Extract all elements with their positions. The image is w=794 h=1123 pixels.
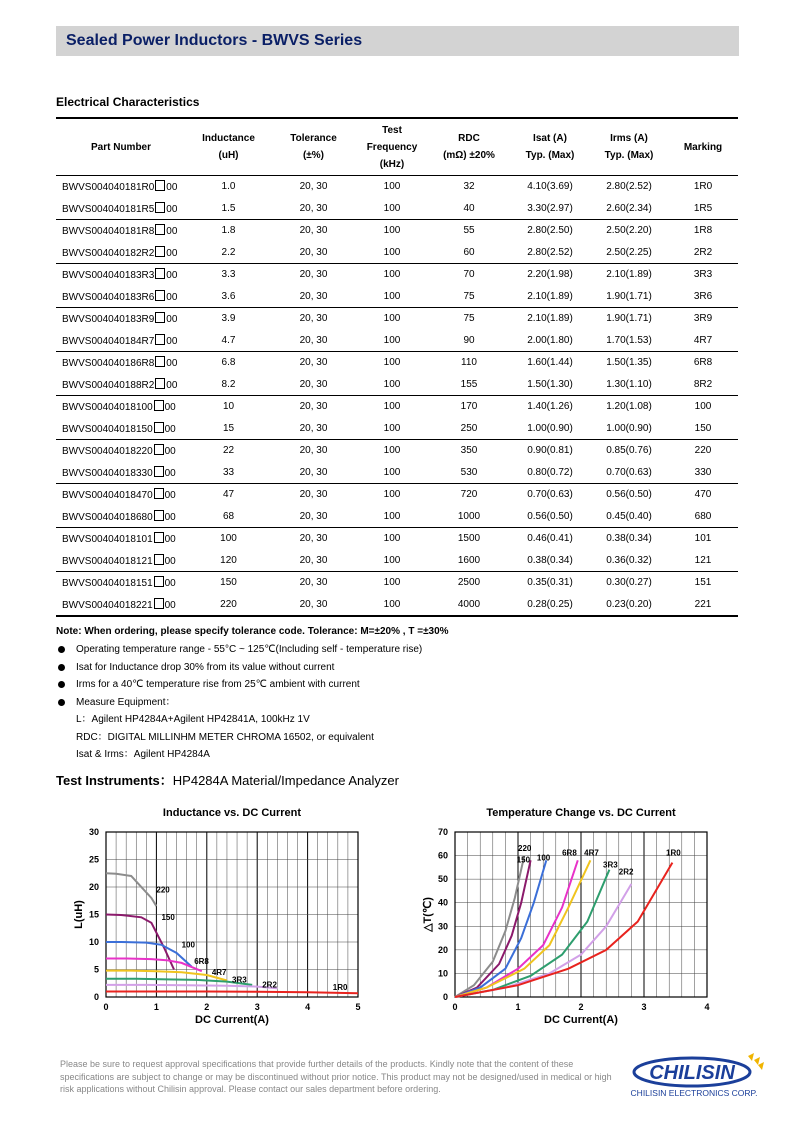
column-header: Irms (A) Typ. (Max) [590, 118, 668, 176]
y-tick-label: 0 [93, 992, 99, 1002]
x-axis-label: DC Current(A) [544, 1014, 618, 1026]
table-cell: 0.80(0.72) [510, 462, 590, 484]
y-tick-label: 15 [88, 909, 99, 920]
table-cell: 1.60(1.44) [527, 357, 573, 369]
column-header: Marking [668, 118, 738, 176]
tolerance-code-box [154, 554, 164, 565]
part-number-cell: BWVS00404018220 00 [62, 446, 176, 458]
table-cell: 0.30(0.27) [606, 577, 652, 589]
part-number-cell: BWVS004040183R6 00 [56, 286, 186, 308]
table-row [56, 462, 738, 484]
table-row [56, 528, 738, 550]
table-cell: 100 [694, 401, 712, 413]
table-cell: 2.50(2.25) [590, 242, 668, 264]
table-cell: 1.90(1.71) [590, 286, 668, 308]
table-cell: 2.2 [186, 242, 271, 264]
tolerance-code-box [155, 356, 165, 367]
series-label: 2R2 [618, 867, 634, 877]
series-line-220 [106, 873, 156, 906]
section-title: Electrical Characteristics [56, 95, 200, 109]
y-tick-label: 10 [437, 968, 448, 979]
table-cell: 155 [428, 374, 510, 396]
svg-text:CHILISIN: CHILISIN [649, 1062, 735, 1084]
table-cell: 2.80(2.50) [527, 225, 573, 237]
table-cell: 2.10(1.89) [606, 269, 652, 281]
table-cell: 0.70(0.63) [527, 489, 573, 501]
table-cell: 75 [428, 286, 510, 308]
bullet-dot-icon [58, 664, 65, 671]
table-cell: 0.90(0.81) [527, 445, 573, 457]
table-cell: 20, 30 [299, 357, 328, 369]
part-number-cell: BWVS004040183R3 00 [62, 270, 178, 282]
y-tick-label: 50 [437, 874, 448, 885]
part-number-cell: BWVS00404018680 00 [56, 506, 186, 528]
tolerance-code-box [155, 312, 165, 323]
column-header: Inductance (uH) [186, 118, 271, 176]
y-tick-label: 5 [93, 964, 99, 975]
table-cell: 350 [460, 445, 478, 457]
table-cell: 221 [668, 594, 738, 617]
table-cell: 1.5 [186, 198, 271, 220]
bullet-item: Measure Equipment： [56, 694, 422, 712]
series-label: 1R0 [332, 982, 348, 992]
tolerance-code-box [155, 334, 165, 345]
series-label: 100 [181, 940, 195, 950]
table-cell: 3.30(2.97) [510, 198, 590, 220]
column-header: Part Number [56, 118, 186, 176]
bullet-dot-icon [58, 646, 65, 653]
series-label: 150 [516, 855, 531, 865]
table-cell: 1.00(0.90) [590, 418, 668, 440]
table-cell: 6R8 [693, 357, 713, 369]
series-line-1R0 [106, 992, 358, 994]
table-cell: 3.6 [186, 286, 271, 308]
bullet-item: Operating temperature range - 55°C ~ 125℃(Including self - temperature rise) [56, 641, 422, 659]
part-number-cell: BWVS004040184R7 00 [56, 330, 186, 352]
part-number-cell: BWVS00404018470 00 [62, 490, 176, 502]
table-cell: 2.20(1.98) [527, 269, 573, 281]
x-tick-label: 4 [305, 1002, 311, 1012]
table-cell: 2.10(1.89) [527, 313, 573, 325]
table-cell: 20, 30 [299, 445, 328, 457]
spec-table [56, 117, 738, 617]
table-cell: 0.38(0.34) [606, 533, 652, 545]
table-cell: 3R9 [693, 313, 713, 325]
table-cell: 8.2 [186, 374, 271, 396]
table-cell: 220 [694, 445, 712, 457]
svg-text:CHILISIN ELECTRONICS CORP.: CHILISIN ELECTRONICS CORP. [630, 1088, 758, 1098]
table-cell: 2.00(1.80) [510, 330, 590, 352]
table-row [56, 594, 738, 617]
table-cell: 3R6 [668, 286, 738, 308]
table-cell: 20, 30 [299, 401, 328, 413]
table-cell: 100 [383, 445, 401, 457]
table-cell: 0.85(0.76) [606, 445, 652, 457]
y-tick-label: 10 [88, 937, 99, 947]
part-number-cell: BWVS00404018121 00 [56, 550, 186, 572]
table-cell: 22 [222, 445, 235, 457]
tolerance-code-box [155, 180, 165, 191]
table-cell: 90 [428, 330, 510, 352]
table-cell: 10 [222, 401, 235, 413]
table-row [56, 176, 738, 198]
table-cell: 2.50(2.20) [606, 225, 652, 237]
table-row [56, 440, 738, 462]
chart-title: Inductance vs. DC Current [162, 807, 302, 819]
y-tick-label: 60 [437, 850, 448, 861]
y-axis-label: △T(℃) [422, 897, 434, 932]
y-tick-label: 0 [442, 992, 448, 1002]
part-number-cell: BWVS004040182R2 00 [56, 242, 186, 264]
series-label: 6R8 [562, 848, 577, 858]
table-cell: 4.10(3.69) [527, 181, 573, 193]
table-cell: 1.70(1.53) [590, 330, 668, 352]
table-cell: 110 [461, 357, 477, 369]
page-title: Sealed Power Inductors - BWVS Series [66, 32, 363, 49]
table-row [56, 572, 738, 594]
column-header: Isat (A) Typ. (Max) [510, 118, 590, 176]
table-cell: 20, 30 [299, 269, 328, 281]
table-cell: 100 [356, 330, 428, 352]
table-cell: 3.9 [221, 313, 236, 325]
header-bar [56, 26, 739, 56]
part-number-cell: BWVS00404018150 00 [56, 418, 186, 440]
table-cell: 2R2 [668, 242, 738, 264]
table-cell: 68 [186, 506, 271, 528]
table-cell: 20, 30 [299, 181, 328, 193]
series-label: 1R0 [666, 848, 681, 858]
table-cell: 1000 [428, 506, 510, 528]
table-cell: 1R8 [693, 225, 713, 237]
table-cell: 150 [668, 418, 738, 440]
table-row [56, 418, 738, 440]
table-row [56, 308, 738, 330]
y-tick-label: 25 [88, 854, 99, 865]
series-label: 100 [536, 853, 551, 863]
part-number-cell: BWVS004040181R8 00 [62, 226, 178, 238]
table-cell: 0.56(0.50) [606, 489, 652, 501]
column-header: Test Frequency (kHz) [356, 118, 428, 176]
table-cell: 100 [383, 533, 401, 545]
table-cell: 151 [694, 577, 712, 589]
table-cell: 100 [356, 374, 428, 396]
column-header: Tolerance (±%) [271, 118, 356, 176]
y-axis-label: L(uH) [73, 900, 85, 929]
tolerance-code-box [154, 444, 164, 455]
table-cell: 100 [383, 357, 401, 369]
table-cell: 150 [220, 577, 237, 589]
table-cell: 20, 30 [271, 506, 356, 528]
table-cell: 121 [668, 550, 738, 572]
table-row [56, 550, 738, 572]
table-cell: 20, 30 [271, 418, 356, 440]
table-cell: 1R5 [668, 198, 738, 220]
chilisin-logo [628, 1052, 768, 1100]
series-label: 2R2 [262, 980, 277, 990]
y-tick-label: 20 [88, 882, 99, 892]
x-tick-label: 0 [103, 1002, 109, 1012]
tolerance-code-box [155, 202, 165, 213]
table-cell: 2500 [457, 577, 481, 589]
table-row [56, 352, 738, 374]
table-row [56, 330, 738, 352]
series-line-100 [455, 860, 546, 997]
part-number-cell: BWVS00404018221 00 [56, 594, 186, 617]
table-body [56, 176, 738, 617]
part-number-cell: BWVS004040181R0 00 [62, 182, 178, 194]
y-tick-label: 30 [88, 827, 99, 837]
part-number-cell: BWVS004040181R5 00 [56, 198, 186, 220]
part-number-cell: BWVS00404018101 00 [62, 534, 176, 546]
table-cell: 1.00(0.90) [510, 418, 590, 440]
table-row [56, 220, 738, 242]
table-cell: 100 [356, 462, 428, 484]
tolerance-code-box [154, 598, 164, 609]
table-cell: 60 [428, 242, 510, 264]
table-cell: 100 [383, 269, 401, 281]
tolerance-code-box [155, 268, 165, 279]
bullet-item: Isat for Inductance drop 30% from its value without current [56, 659, 422, 677]
series-label: 4R7 [584, 848, 599, 858]
series-line-6R8 [455, 860, 578, 997]
part-number-cell: BWVS00404018330 00 [56, 462, 186, 484]
table-cell: 20, 30 [271, 286, 356, 308]
tolerance-code-box [154, 510, 164, 521]
part-number-cell: BWVS00404018100 00 [62, 402, 176, 414]
table-cell: 2.10(1.89) [510, 286, 590, 308]
bullet-dot-icon [58, 699, 65, 706]
table-cell: 20, 30 [271, 198, 356, 220]
table-cell: 70 [463, 269, 475, 281]
tolerance-code-box [154, 532, 164, 543]
table-row [56, 484, 738, 506]
x-tick-label: 2 [204, 1002, 210, 1012]
x-tick-label: 1 [153, 1002, 159, 1012]
table-cell: 2.80(2.52) [606, 181, 652, 193]
table-cell: 1.40(1.26) [527, 401, 573, 413]
series-label: 220 [156, 885, 170, 895]
table-cell: 75 [463, 313, 475, 325]
table-cell: 4.7 [186, 330, 271, 352]
table-cell: 20, 30 [271, 594, 356, 617]
x-tick-label: 3 [641, 1002, 647, 1012]
table-cell: 1.90(1.71) [606, 313, 652, 325]
table-cell: 32 [463, 181, 475, 193]
table-cell: 170 [460, 401, 478, 413]
table-cell: 720 [460, 489, 478, 501]
series-line-3R3 [455, 870, 609, 997]
y-tick-label: 30 [437, 921, 448, 932]
x-tick-label: 2 [578, 1002, 584, 1012]
temperature-chart [405, 800, 725, 1035]
test-instruments: Test Instruments：HP4284A Material/Impedance Analyzer [56, 773, 399, 788]
table-cell: 250 [428, 418, 510, 440]
table-header-row [56, 118, 738, 176]
tolerance-code-box [154, 400, 164, 411]
tolerance-code-box [155, 246, 165, 257]
tolerance-code-box [155, 378, 165, 389]
table-row [56, 374, 738, 396]
table-cell: 15 [186, 418, 271, 440]
table-cell: 20, 30 [299, 225, 328, 237]
series-label: 220 [518, 843, 532, 853]
table-cell: 100 [220, 533, 237, 545]
x-tick-label: 0 [452, 1002, 458, 1012]
table-cell: 1.0 [221, 181, 236, 193]
tolerance-code-box [155, 224, 165, 235]
table-cell: 1.50(1.30) [510, 374, 590, 396]
chart-title: Temperature Change vs. DC Current [486, 807, 676, 819]
table-cell: 100 [356, 550, 428, 572]
table-cell: 20, 30 [299, 533, 328, 545]
table-cell: 4R7 [668, 330, 738, 352]
table-cell: 0.56(0.50) [510, 506, 590, 528]
table-cell: 0.45(0.40) [590, 506, 668, 528]
table-cell: 33 [186, 462, 271, 484]
table-cell: 100 [383, 181, 401, 193]
table-cell: 20, 30 [271, 550, 356, 572]
disclaimer-footer: Please be sure to request approval specifications that provide further details of the products. Kindly note that the content of these specifications are subject to change or may be discontinued without prior notice. This product may not be designed/used in medical or high risk applications without Chilisin approval. Please contact our sales department before ordering. [60, 1059, 612, 1094]
x-tick-label: 4 [704, 1002, 710, 1012]
series-label: 3R3 [232, 975, 247, 985]
table-row [56, 506, 738, 528]
table-cell: 20, 30 [271, 242, 356, 264]
table-cell: 101 [694, 533, 712, 545]
table-cell: 20, 30 [299, 489, 328, 501]
x-tick-label: 3 [254, 1002, 260, 1012]
series-label: 150 [161, 913, 175, 922]
table-cell: 100 [356, 286, 428, 308]
table-cell: 680 [668, 506, 738, 528]
table-cell: 4000 [428, 594, 510, 617]
table-row [56, 396, 738, 418]
x-axis-label: DC Current(A) [195, 1014, 269, 1026]
table-cell: 1.30(1.10) [590, 374, 668, 396]
equipment-line: Isat & Irms：Agilent HP4284A [76, 749, 210, 760]
table-row [56, 264, 738, 286]
table-cell: 100 [356, 198, 428, 220]
column-header: RDC (mΩ) ±20% [428, 118, 510, 176]
bullet-list [56, 641, 422, 764]
part-number-cell: BWVS00404018151 00 [62, 578, 176, 590]
part-number-cell: BWVS004040186R8 00 [62, 358, 178, 370]
table-cell: 100 [383, 577, 401, 589]
part-number-cell: BWVS004040188R2 00 [56, 374, 186, 396]
table-cell: 47 [222, 489, 235, 501]
table-cell: 40 [428, 198, 510, 220]
bullet-dot-icon [58, 681, 65, 688]
part-number-cell: BWVS004040183R9 00 [62, 314, 178, 326]
table-cell: 1600 [428, 550, 510, 572]
tolerance-code-box [155, 290, 165, 301]
equipment-line: L：Agilent HP4284A+Agilent HP42841A, 100kHz 1V [76, 714, 310, 725]
table-row [56, 286, 738, 308]
table-cell: 1R0 [693, 181, 713, 193]
series-label: 4R7 [211, 968, 227, 977]
table-row [56, 242, 738, 264]
table-cell: 100 [383, 225, 401, 237]
x-tick-label: 1 [515, 1002, 521, 1012]
table-cell: 100 [383, 401, 401, 413]
table-cell: 470 [694, 489, 712, 501]
table-cell: 0.23(0.20) [590, 594, 668, 617]
y-tick-label: 40 [437, 897, 448, 908]
table-cell: 120 [186, 550, 271, 572]
table-cell: 1.20(1.08) [606, 401, 652, 413]
table-cell: 530 [428, 462, 510, 484]
table-row [56, 198, 738, 220]
table-cell: 100 [356, 418, 428, 440]
table-cell: 0.38(0.34) [510, 550, 590, 572]
inductance-chart [56, 800, 376, 1035]
tolerance-code-box [154, 466, 164, 477]
table-cell: 0.36(0.32) [590, 550, 668, 572]
table-cell: 1.8 [221, 225, 236, 237]
table-cell: 0.46(0.41) [527, 533, 573, 545]
table-cell: 3.3 [221, 269, 236, 281]
table-cell: 20, 30 [299, 577, 328, 589]
table-cell: 330 [668, 462, 738, 484]
table-cell: 1500 [457, 533, 481, 545]
table-cell: 220 [186, 594, 271, 617]
tolerance-code-box [154, 488, 164, 499]
x-tick-label: 5 [355, 1002, 361, 1012]
table-cell: 100 [356, 242, 428, 264]
table-cell: 100 [356, 506, 428, 528]
equipment-line: RDC：DIGITAL MILLINHM METER CHROMA 16502, or equivalent [76, 731, 374, 743]
table-cell: 8R2 [668, 374, 738, 396]
y-tick-label: 70 [437, 827, 448, 837]
table-cell: 100 [356, 594, 428, 617]
y-tick-label: 20 [437, 944, 448, 955]
bullet-item: Irms for a 40℃ temperature rise from 25℃ ambient with current [56, 676, 422, 694]
tolerance-code-box [154, 422, 164, 433]
table-cell: 0.35(0.31) [527, 577, 573, 589]
table-cell: 6.8 [221, 357, 236, 369]
series-label: 6R8 [194, 957, 209, 966]
table-cell: 100 [383, 489, 401, 501]
table-cell: 2.60(2.34) [590, 198, 668, 220]
table-cell: 20, 30 [271, 462, 356, 484]
table-cell: 0.70(0.63) [590, 462, 668, 484]
table-cell: 2.80(2.52) [510, 242, 590, 264]
ordering-note: Note: When ordering, please specify tolerance code. Tolerance: M=±20% , T =±30% [56, 626, 449, 637]
table-cell: 100 [383, 313, 401, 325]
table-cell: 20, 30 [299, 313, 328, 325]
table-cell: 20, 30 [271, 374, 356, 396]
table-cell: 0.28(0.25) [510, 594, 590, 617]
series-label: 3R3 [603, 860, 618, 870]
table-cell: 3R3 [693, 269, 713, 281]
table-cell: 55 [463, 225, 475, 237]
table-cell: 1.50(1.35) [606, 357, 652, 369]
tolerance-code-box [154, 576, 164, 587]
table-cell: 20, 30 [271, 330, 356, 352]
